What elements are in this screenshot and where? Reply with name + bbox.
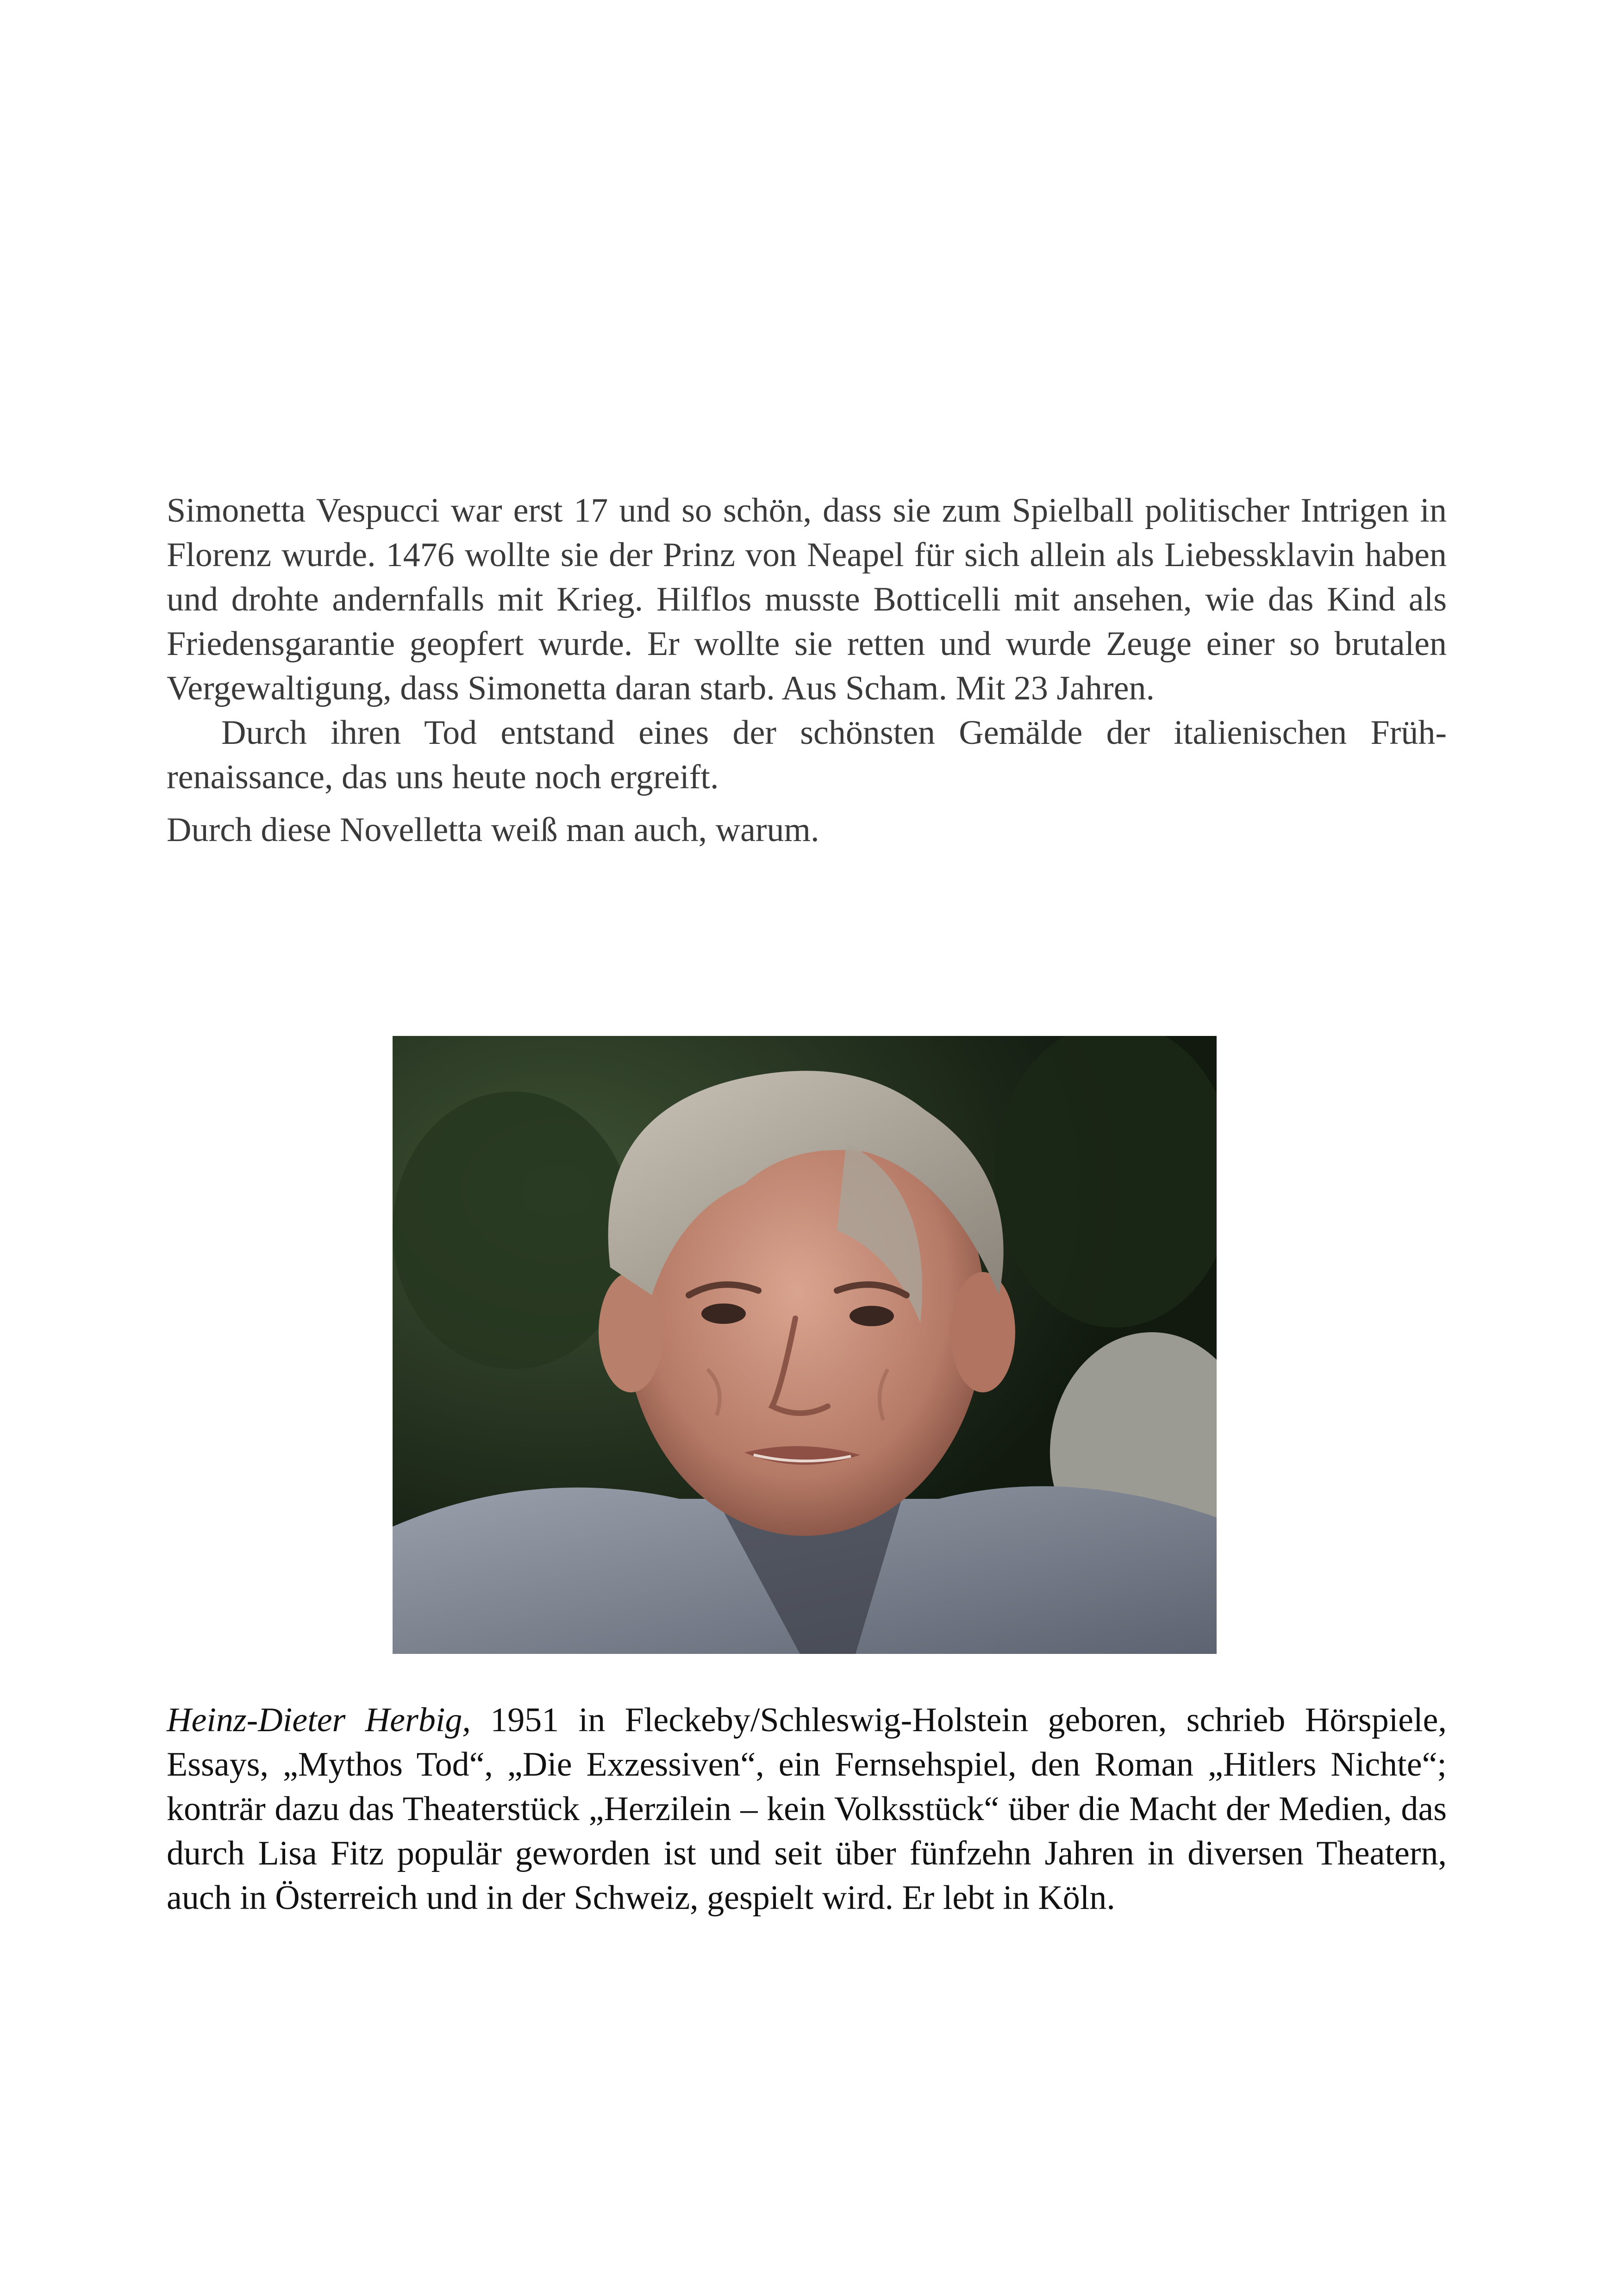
author-portrait-photo — [393, 1036, 1217, 1654]
blurb-closing-line: Durch diese Novelletta weiß man auch, warum. — [167, 811, 819, 849]
blurb-paragraph-1: Simonetta Vespucci war erst 17 und so schön, dass sie zum Spielball politischer Intrigen in Florenz wurde. 1476 wollte sie der Prinz von Neapel für sich allein als Liebessklavin haben und drohte andernfalls mit Krieg. Hilflos musste Botticelli mit ansehen, wie das Kind als Friedensgarantie geopfert wurde. Er wollte sie retten und wurde Zeuge einer so brutalen Vergewaltigung, dass Simonetta daran starb. Aus Scham. Mit 23 Jahren. — [167, 492, 1447, 707]
author-bio-text: 1951 in Fleckeby/Schleswig-Holstein geboren, schrieb Hörspiele, Essays, „Mythos Tod“, „Die Exzessiven“, ein Fernsehspiel, den Roman „Hitlers Nichte“; konträr dazu das Theaterstück „Herzilein – kein Volksstück“ über die Macht der Medien, das durch Lisa Fitz populär geworden ist und seit über fünfzehn Jahren in diversen Theatern, auch in Österreich und in der Schweiz, gespielt wird. Er lebt in Köln. — [167, 1701, 1447, 1917]
author-name: Heinz-Dieter Herbig, — [167, 1701, 471, 1739]
author-biography — [167, 1698, 1447, 1920]
book-blurb — [167, 488, 1447, 852]
author-portrait-illustration — [393, 1036, 1217, 1654]
blurb-paragraph-2: Durch ihren Tod entstand eines der schönsten Gemälde der italienischen Frührenaissance, das uns heute noch ergreift. — [167, 714, 1447, 796]
author-bio-paragraph — [167, 1698, 1447, 1920]
